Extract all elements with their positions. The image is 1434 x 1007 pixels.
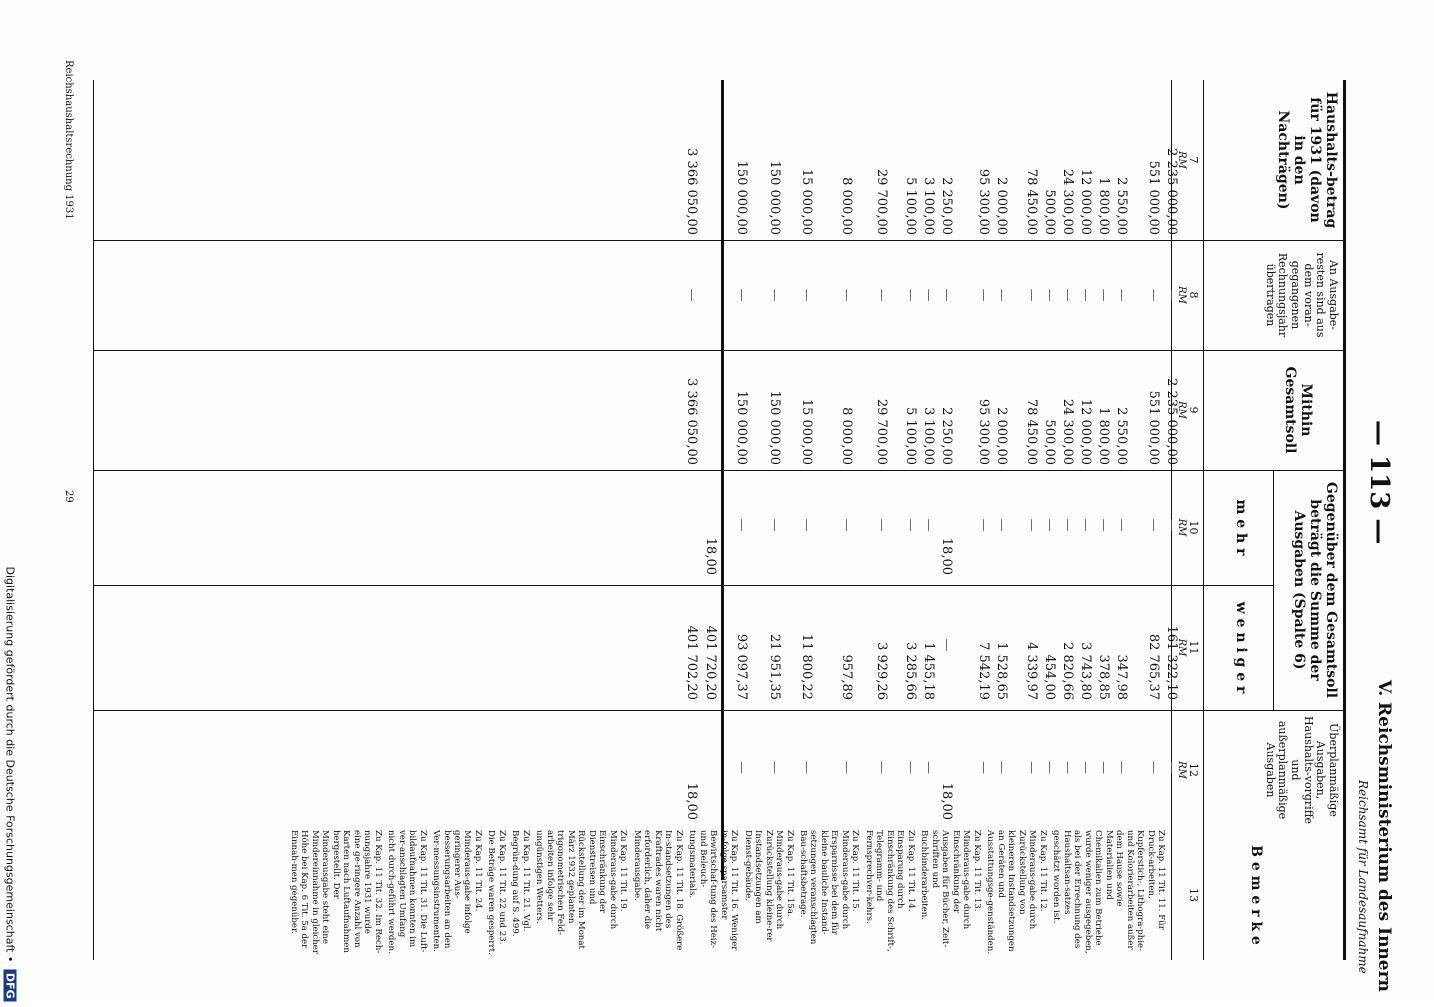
cell-c8: — [1078,288,1093,302]
header-col7: Haushalts-betrag für 1931 (davon in den Nachträgen) [1274,91,1339,229]
cell-c11: 11 800,22 [799,633,814,700]
cell-c7: 2 250,00 [939,177,954,235]
cell-c7: 2 235 000,00 [1164,148,1179,235]
unit-11: RM [1176,638,1187,657]
cell-c9: 15 000,00 [799,398,814,465]
cell-c8: — [939,288,954,302]
cell-c11: 1 455,18 [921,642,936,700]
header-group: Gegenüber dem Gesamtsoll beträgt die Summe der Ausgaben (Spalte 6) [1290,481,1339,699]
cell-c12: — [1078,761,1093,774]
cell-c11: 378,85 [1096,654,1111,700]
cell-c7: 95 300,00 [976,168,991,235]
cell-c11: 957,89 [839,654,854,700]
cell-c7: 1 800,00 [1096,177,1111,235]
cell-c9: 2 550,00 [1114,407,1129,465]
colnum-8: 8 [1187,291,1200,299]
cell-c12: — [1164,761,1179,774]
cell-c7: 15 000,00 [799,168,814,235]
header-col11: w e n i g e r [1233,601,1249,694]
cell-c9: 551 000,00 [1146,390,1161,465]
cell-c8: — [1164,288,1179,302]
cell-c7: 78 450,00 [1024,168,1039,235]
cell-c10: — [767,518,782,532]
cell-c12: — [799,761,814,774]
remark-item: Zu Kap. 11 Tit. 13. Minderaus-gabe durch Einschränkung der Ausgaben für Bücher, Zeit-schriften und Buchbinderarbeiten. [919,830,982,948]
cell-c7: 2 000,00 [994,177,1009,235]
cell-c7: 500,00 [1042,189,1057,235]
cell-c7: 551 000,00 [1146,160,1161,235]
colnum-13: 13 [1187,888,1200,902]
cell-c10: — [799,518,814,532]
cell-c12: — [1060,761,1075,774]
cell-c11: 7 542,19 [976,642,991,700]
cell-c12: — [921,761,936,774]
cell-c9: 78 450,00 [1024,398,1039,465]
cell-c9: 1 800,00 [1096,407,1111,465]
cell-c11: — [939,638,954,652]
cell-c12: — [1024,761,1039,774]
cell-c11: 347,98 [1114,654,1129,700]
cell-c7: 24 300,00 [1060,168,1075,235]
cell-c11: 3 285,66 [903,642,918,700]
cell-c9: 500,00 [1042,419,1057,465]
cell-c10: — [976,518,991,532]
remark-item: Zu Kap. 11 Tit. 11. Für Druck-arbeiten, Kupferstich-, Lithogra-phie- und Kolorierarbeiten außer dem Hause sowie Materialien und Chemikalien zum Betriebe wurde weniger ausgegeben, als bei der Errechnung des Haushaltsan-satzes geschätzt worden ist. [1051,830,1166,954]
remark-item: Zu Kap. 11 Tit. 22 und 23. Die Beträge waren gesperrt. [486,830,507,955]
cell-c10: — [921,518,936,532]
colnum-11: 11 [1187,640,1200,655]
header-col10: m e h r [1233,499,1249,556]
remark-item: Zu Kap. 11 Tit. 21. Vgl. Begrün-dung auf S. 499. [510,830,531,937]
cell-c7: 8 000,00 [839,177,854,235]
remarks-column [285,830,1166,955]
cell-c11: 2 820,66 [1060,642,1075,700]
remark-item: Zu Kap. 11 Tit. 16. Weniger in-folge sparsamster Bewirtschaf-tung des Heiz- und Beleuch-tungsmaterials. [687,830,740,951]
cell-c11: 4 339,97 [1024,642,1039,700]
section-title: V. Reichsministerium des Innern [1374,680,1394,992]
cell-c10: — [994,518,1009,532]
unit-9: RM [1176,401,1187,419]
cell-c7: 150 000,00 [767,160,782,235]
cell-c10: 18,00 [939,537,954,575]
cell-c9: 5 100,00 [903,407,918,465]
col-sep [94,710,1346,711]
cell-c9: 2 235 000,00 [1164,378,1179,465]
cell-c11: 454,00 [1042,654,1057,700]
unit-10: RM [1176,518,1187,537]
header-col9: Mithin Gesamtsoll [1281,366,1314,454]
remark-item: Zu Kap. 11 Tit. 19. Minderaus-gabe durch Einschränkung der Dienstreisen und Rückstellung der im Monat März 1932 geplanten trigonometrischen Feld-arbeiten infolge sehr ungünstigen Wetters. [534,830,629,949]
cell-c10: — [1060,518,1075,532]
cell-c8: — [799,288,814,302]
dfg-logo: DFG [4,970,17,1002]
cell-c12: — [994,761,1009,774]
total-col12: 18,00 [684,782,699,820]
body-bottom-rule [721,80,724,880]
cell-c12: — [976,761,991,774]
cell-c8: — [903,288,918,302]
total-col9: 3 366 050,00 [684,378,699,465]
remark-item: Zu Kap. 11 Tit. 24. Minderaus-gabe infolge geringerer Aus-besserungsarbeiten an den Ver-messungsinstrumenten. [431,830,483,952]
cell-c9: 150 000,00 [734,390,749,465]
cell-c10: — [1114,518,1129,532]
cell-c11: 3 743,80 [1078,642,1093,700]
cell-c11: 1 528,65 [994,642,1009,700]
cell-c10: — [874,518,889,532]
cell-c12: — [767,761,782,774]
cell-c9: 3 100,00 [921,407,936,465]
remark-item: Zu Kap. 11 Tit. 15a. Minderaus-gabe durch Zurückstellung kleine-rer Instandsetzungen am Dienst-gebäude. [742,830,795,942]
cell-c7: 150 000,00 [734,160,749,235]
cell-c12: — [1114,761,1129,774]
cell-c11: 93 097,37 [734,633,749,700]
cell-c10: — [734,518,749,532]
total-col11-b: 401 702,20 [684,625,699,700]
unit-12: RM [1176,761,1187,779]
cell-c9: 8 000,00 [839,407,854,465]
digitization-text: Digitalisierung gefördert durch die Deutsche Forschungsgemeinschaft • [3,566,17,963]
colnum-7: 7 [1187,156,1200,164]
cell-c8: — [976,288,991,302]
cell-c10: — [1096,518,1111,532]
cell-c9: 2 000,00 [994,407,1009,465]
header-col13: B e m e r k e [1248,845,1264,945]
col-sep [94,585,1274,586]
cell-c12: — [1096,761,1111,774]
cell-c11: 161 322,10 [1164,625,1179,700]
cell-c8: — [1024,288,1039,302]
cell-c10: — [1078,518,1093,532]
col-sep [94,350,1346,351]
cell-c7: 12 000,00 [1078,168,1093,235]
cell-c10: — [1042,518,1057,532]
cell-c8: — [839,288,854,302]
cell-c9: 95 300,00 [976,398,991,465]
cell-c12: — [1042,761,1057,774]
cell-c10: — [1024,518,1039,532]
unit-7: RM [1176,151,1187,169]
remark-item: Zu Kap. 11 Tit. 14. Einsparung durch Einschränkung des Schrift-, Telegramm- und Fernsprechver-kehrs. [863,830,916,952]
colnum-9: 9 [1187,406,1200,414]
cell-c12: — [1146,761,1161,774]
remark-item: Zu Kap. 11 Tit. 15. Minderaus-gabe durch Ersparnisse bei dem für kleine bauliche Instand-setzungen veranschlagten Bau-schaftsbetrage. [798,830,861,945]
cell-c12: 18,00 [939,782,954,820]
table-top-rule [1343,80,1346,960]
cell-c7: 2 550,00 [1114,177,1129,235]
cell-c11: 82 765,37 [1146,633,1161,700]
cell-c12: — [874,761,889,774]
cell-c12: — [839,761,854,774]
group-rule [1273,470,1274,710]
cell-c11: 3 929,26 [874,642,889,700]
cell-c10: — [839,518,854,532]
cell-c9: 2 250,00 [939,407,954,465]
cell-c9: 150 000,00 [767,390,782,465]
total-col7: 3 366 050,00 [684,148,699,235]
remark-item: Zu Kap. 11 Tit. 31. Die Luft-bildaufnahmen konnten im ver-anschlagten Umfang nicht durch-geführt werden. [386,830,428,954]
total-col10: 18,00 [703,537,718,575]
cell-c10: — [1164,518,1179,532]
cell-c7: 5 100,00 [903,177,918,235]
unit-8: RM [1176,286,1187,304]
col-sep [94,240,1346,241]
cell-c10: — [1146,518,1161,532]
cell-c8: — [1060,288,1075,302]
cell-c11: 21 951,35 [767,633,782,700]
colnum-12: 12 [1187,763,1200,777]
footer-page: 29 [63,490,74,503]
footer-source: Reichshaushaltsrechnung 1931 [63,60,74,220]
page-number: — 113 — [1364,420,1394,545]
colnum-10: 10 [1187,520,1200,535]
cell-c8: — [994,288,1009,302]
cell-c8: — [874,288,889,302]
table-bottom-rule [93,80,94,960]
cell-c8: — [921,288,936,302]
header-col8: An Ausgabe-resten sind aus dem voran-gegangenen Rechnungsjahr übertragen [1263,252,1340,338]
cell-c8: — [1042,288,1057,302]
remark-item: Zu Kap. 11 Tit. 32. Im Rech-nungsjahre 1931 wurde eine ge-ringere Anzahl von Karten nach Luftaufnahmen hergestellt. Der Minderausgabe steht eine Mindereinnahme in gleicher Höhe bei Kap. 6 Tit. 5a der Einnah-men gegenüber. [288,830,383,954]
cell-c12: — [903,761,918,774]
header-col12: Überplanmäßige Ausgaben, Haushalts-vorgriffe und außerplanmäßige Ausgaben [1263,715,1340,825]
cell-c8: — [767,288,782,302]
cell-c8: — [1146,288,1161,302]
col-sep [94,470,1346,471]
subsection-title: Reichsamt für Landesaufnahme [1356,780,1370,974]
cell-c10: — [903,518,918,532]
cell-c7: 3 100,00 [921,177,936,235]
total-col11-a: 401 720,20 [703,625,718,700]
header-rule [1203,80,1204,960]
cell-c8: — [1114,288,1129,302]
cell-c9: 29 700,00 [874,398,889,465]
cell-c9: 24 300,00 [1060,398,1075,465]
cell-c9: 12 000,00 [1078,398,1093,465]
cell-c8: — [734,288,749,302]
cell-c8: — [1096,288,1111,302]
remark-item: Zu Kap. 11 Tit. 12. Minderaus-gabe durch Zurückstellung von kleineren Instandsetzungen an Geräten und Ausstattungsge-genständen. [985,830,1048,955]
cell-c12: — [734,761,749,774]
cell-c7: 29 700,00 [874,168,889,235]
total-col8: — [684,288,699,302]
remark-item: Zu Kap. 11 Tit. 18. Größere In-standsetzungen des Kraftrades waren nicht erforderlich, daher die Minderausgabe. [631,830,684,951]
